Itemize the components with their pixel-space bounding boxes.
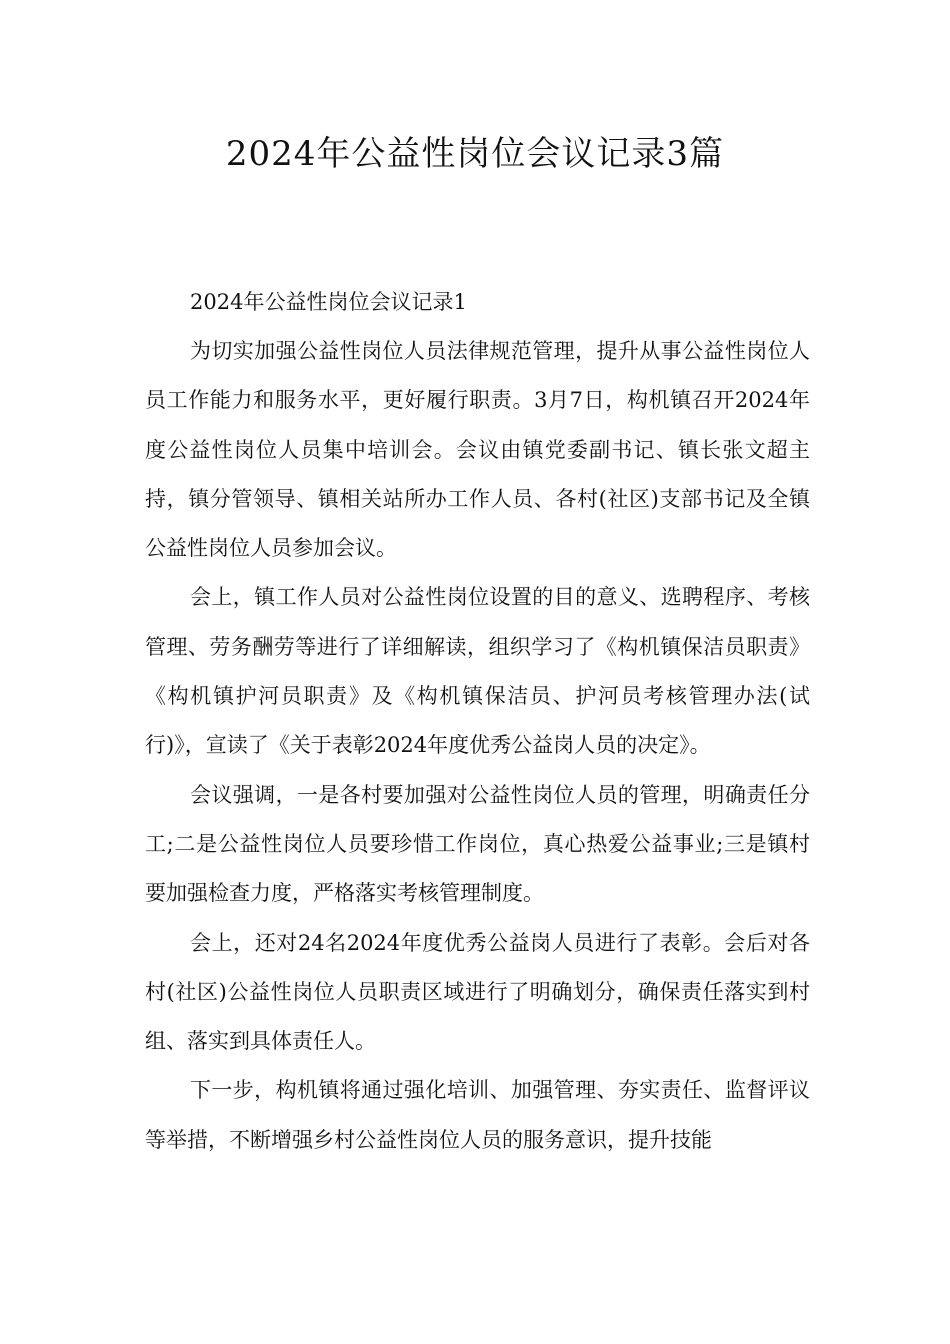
paragraph-3: 会议强调，一是各村要加强对公益性岗位人员的管理，明确责任分工;二是公益性岗位人员要珍惜工作岗位，真心热爱公益事业;三是镇村要加强检查力度，严格落实考核管理制度。 bbox=[145, 782, 810, 906]
paragraph-1: 为切实加强公益性岗位人员法律规范管理，提升从事公益性岗位人员工作能力和服务水平，更好履行职责。3月7日，构机镇召开2024年度公益性岗位人员集中培训会。会议由镇党委副书记、镇长张文超主持，镇分管领导、镇相关站所办工作人员、各村(社区)支部书记及全镇公益性岗位人员参加会议。 bbox=[145, 339, 810, 561]
document-body bbox=[145, 278, 810, 1165]
paragraph-4: 会上，还对24名2024年度优秀公益岗人员进行了表彰。会后对各村(社区)公益性岗位人员职责区域进行了明确划分，确保责任落实到村组、落实到具体责任人。 bbox=[145, 930, 810, 1054]
document-title: 2024年公益性岗位会议记录3篇 bbox=[225, 134, 725, 174]
paragraph-5: 下一步，构机镇将通过强化培训、加强管理、夯实责任、监督评议等举措，不断增强乡村公益性岗位人员的服务意识，提升技能 bbox=[145, 1078, 810, 1152]
section-heading: 2024年公益性岗位会议记录1 bbox=[190, 290, 467, 314]
paragraph-2: 会上，镇工作人员对公益性岗位设置的目的意义、选聘程序、考核管理、劳务酬劳等进行了详细解读，组织学习了《构机镇保洁员职责》《构机镇护河员职责》及《构机镇保洁员、护河员考核管理办法(试行)》，宣读了《关于表彰2024年度优秀公益岗人员的决定》。 bbox=[145, 585, 810, 758]
